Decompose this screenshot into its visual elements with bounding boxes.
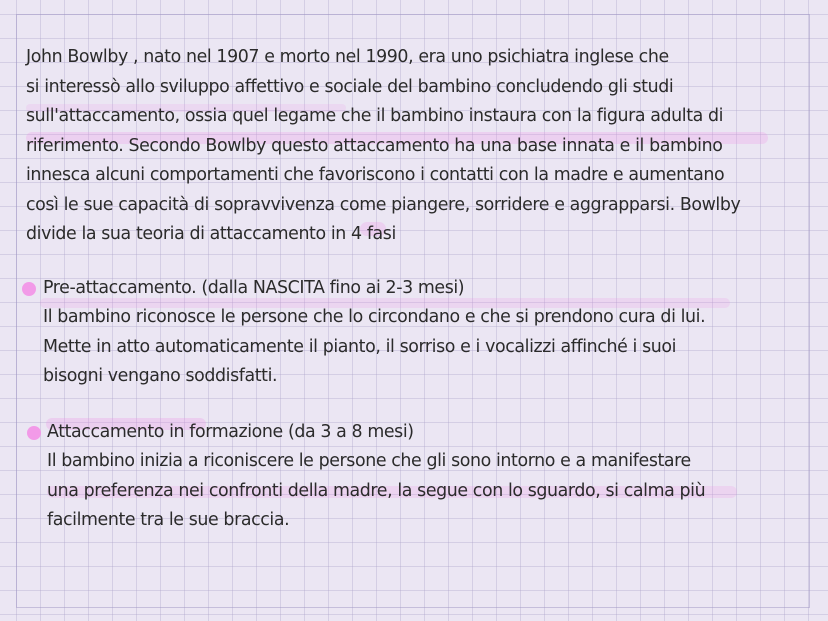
intro-line: riferimento. Secondo Bowlby questo attaccamento ha una base innata e il bambino xyxy=(26,135,723,156)
phase-title: Attaccamento in formazione (da 3 a 8 mesi) xyxy=(47,422,414,442)
phase-body xyxy=(43,303,705,392)
intro-line: sull'attaccamento, ossia quel legame che il bambino instaura con la figura adulta di xyxy=(26,106,724,126)
intro-line: si interessò allo sviluppo affettivo e sociale del bambino concludendo gli studi xyxy=(26,76,674,97)
phase-body xyxy=(47,447,705,536)
phase-title: Pre-attaccamento. (dalla NASCITA fino ai 2-3 mesi) xyxy=(43,278,465,298)
bullet-dot-icon xyxy=(22,282,36,296)
phase-body-line: una preferenza nei confronti della madre, la segue con lo sguardo, si calma più xyxy=(47,480,706,501)
phase-body-line: bisogni vengano soddisfatti. xyxy=(43,366,278,386)
intro-line: innesca alcuni comportamenti che favoriscono i contatti con la madre e aumentano xyxy=(26,165,725,185)
phase-body-line: Il bambino riconosce le persone che lo circondano e che si prendono cura di lui. xyxy=(43,307,706,327)
intro-paragraph xyxy=(26,43,740,250)
phase-body-line: Il bambino inizia a riconiscere le persone che gli sono intorno e a manifestare xyxy=(47,451,691,471)
phase-body-line: facilmente tra le sue braccia. xyxy=(47,510,290,530)
intro-line: John Bowlby , nato nel 1907 e morto nel 1990, era uno psichiatra inglese che xyxy=(26,47,669,67)
intro-line: divide la sua teoria di attaccamento in 4 fasi xyxy=(26,224,396,244)
bullet-dot-icon xyxy=(27,426,41,440)
intro-line: così le sue capacità di sopravvivenza come piangere, sorridere e aggrapparsi. Bowlby xyxy=(26,194,741,215)
phase-body-line: Mette in atto automaticamente il pianto, il sorriso e i vocalizzi affinché i suoi xyxy=(43,336,677,357)
